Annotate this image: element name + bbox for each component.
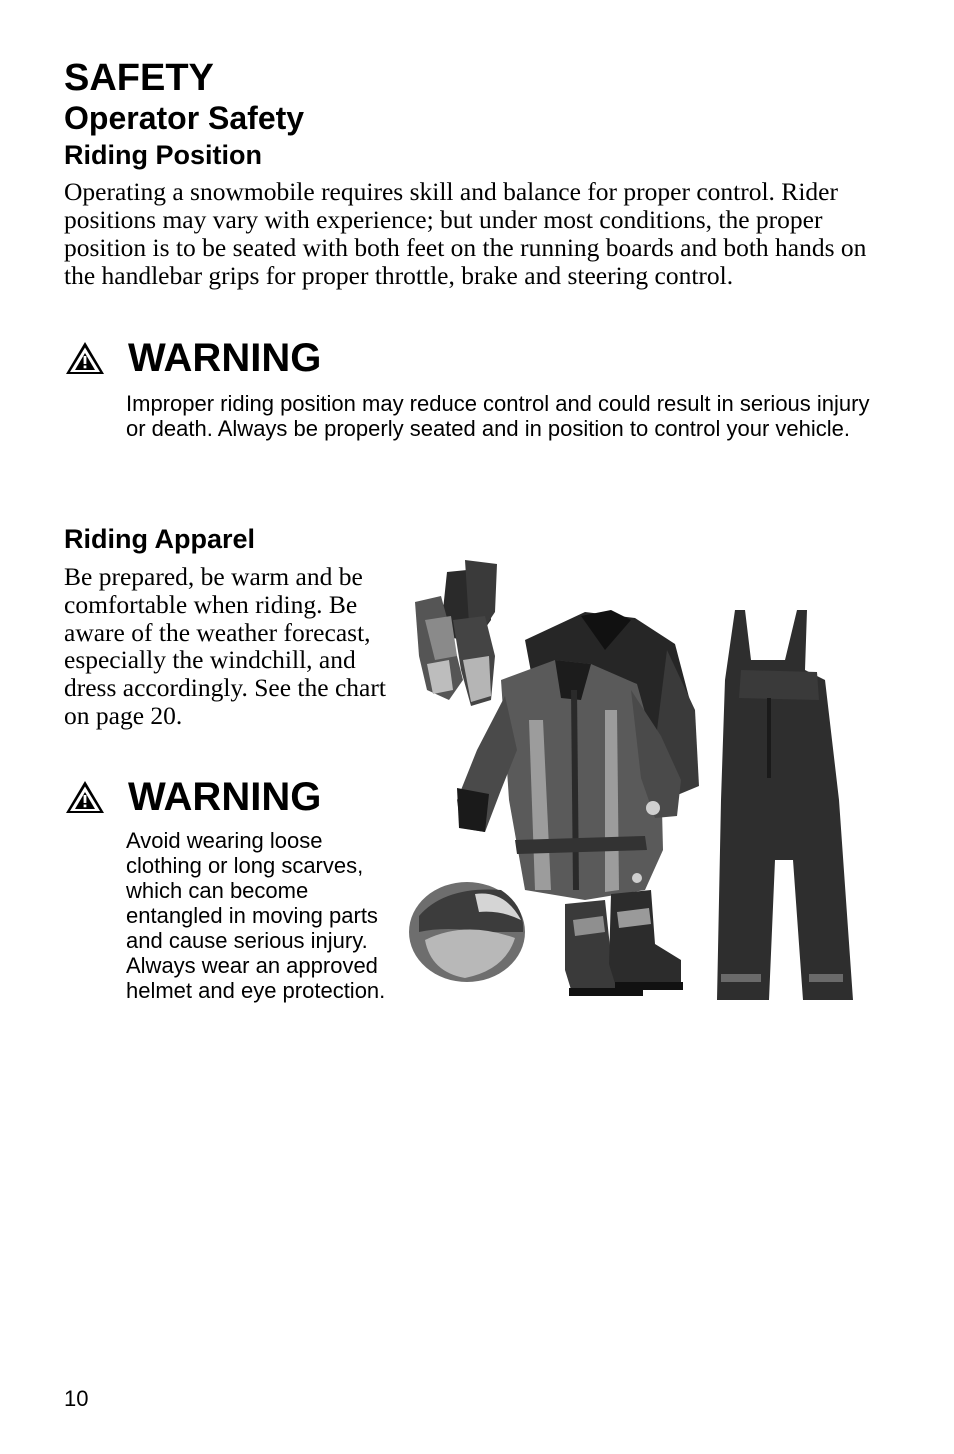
warning-label: WARNING [128,775,322,819]
warning-heading-1 [64,336,321,380]
warning-triangle-icon [64,340,106,376]
warning-text-2: Avoid wearing loose clothing or long scarves, which can become entangled in moving parts and cause serious injury. Always wear an approved helmet and eye protection. [126,828,386,1003]
helmet-image [409,882,525,982]
riding-apparel-paragraph: Be prepared, be warm and be comfortable when riding. Be aware of the weather forecast, especially the windchill, and dress accordingly. See the chart on page 20. [64,562,386,730]
warning-label: WARNING [128,336,322,380]
subsection-title: Operator Safety [64,100,305,136]
page-number: 10 [64,1386,89,1411]
riding-apparel-heading: Riding Apparel [64,524,256,554]
warning-heading-2 [64,775,321,819]
warning-text-1: Improper riding position may reduce control and could result in serious injury or death. Always be properly seated and in position to control your vehicle. [126,391,870,441]
section-title: SAFETY [64,57,214,99]
riding-apparel-illustration [405,560,860,1005]
gloves-image [415,560,497,706]
riding-position-paragraph: Operating a snowmobile requires skill and balance for proper control. Rider positions may vary with experience; but under most conditions, the proper position is to be seated with both feet on the running boards and both hands on the handlebar grips for proper throttle, brake and steering control. [64,177,867,290]
boots-image [565,890,683,996]
warning-triangle-icon [64,779,106,815]
bib-pants-image [717,610,853,1000]
riding-position-heading: Riding Position [64,140,262,170]
